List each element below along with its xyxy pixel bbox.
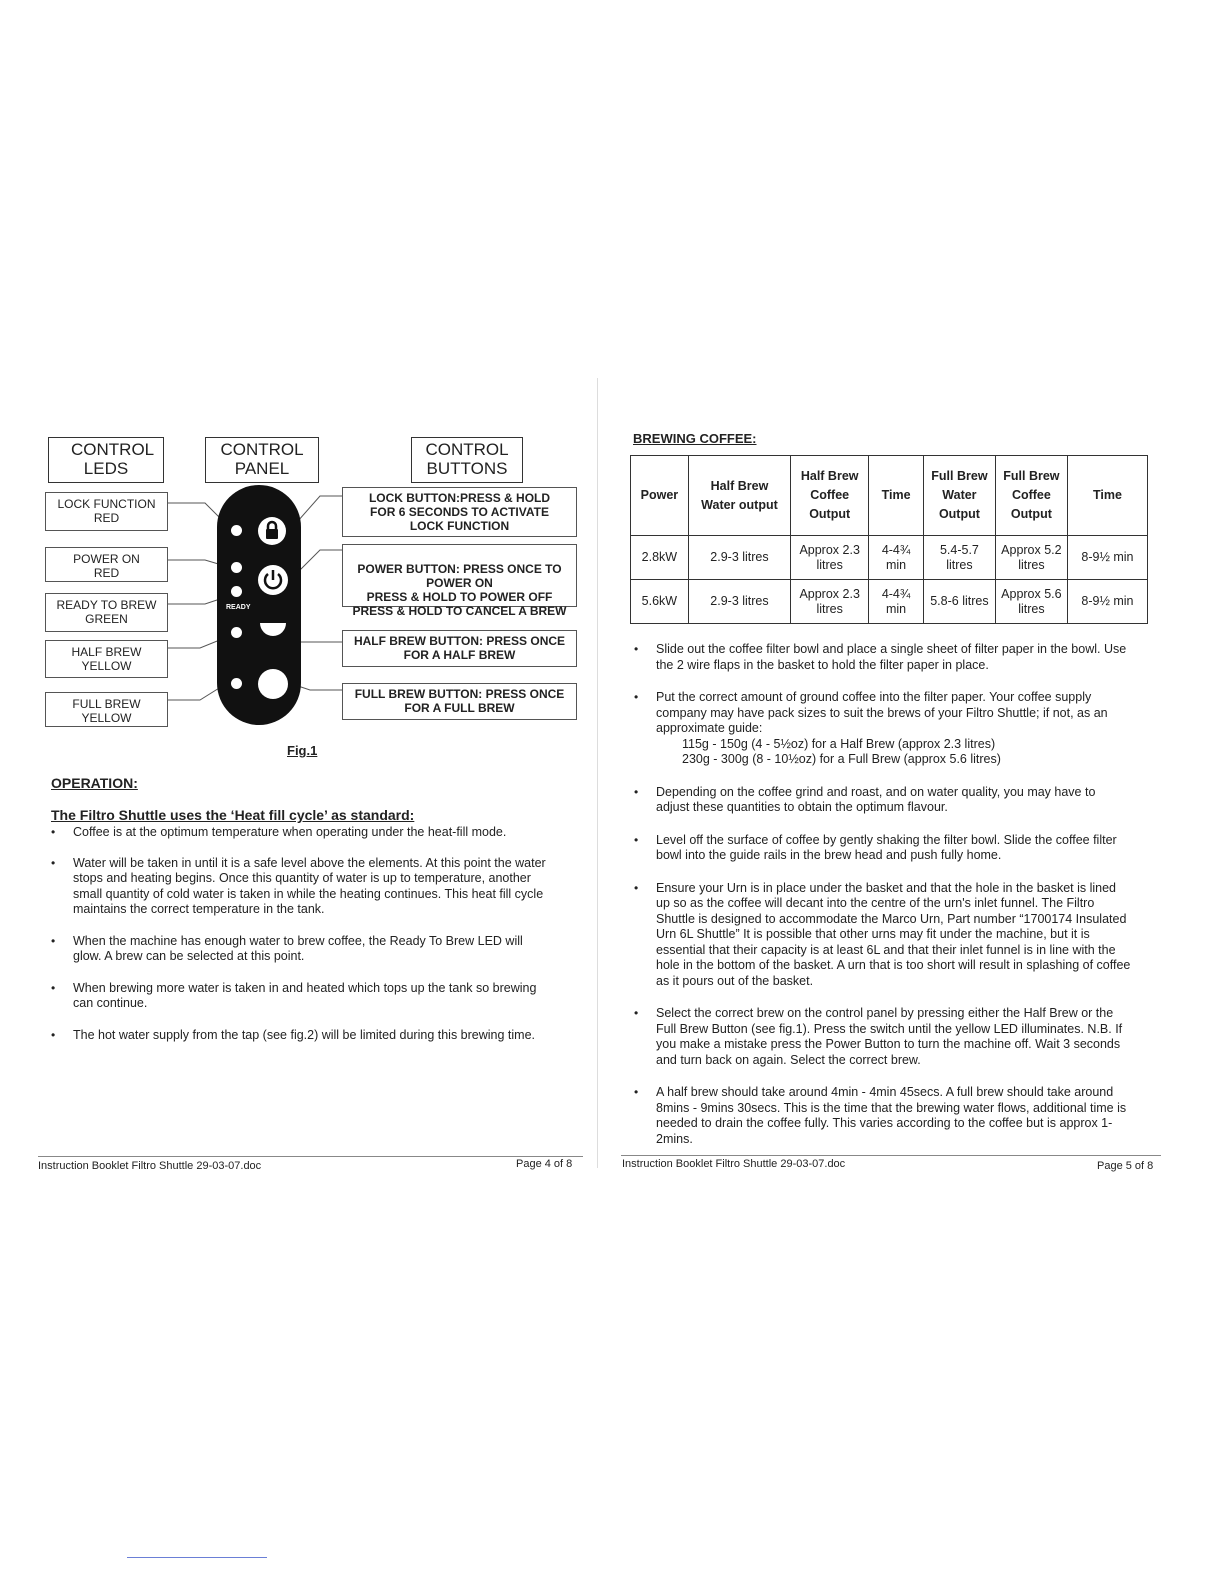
led-name: FULL BREW (72, 697, 141, 711)
full-brew-button-desc: FULL BREW BUTTON: PRESS ONCE FOR A FULL BREW (342, 683, 577, 720)
led-name: HALF BREW (71, 645, 142, 659)
table-cell: 8-9½ min (1067, 580, 1147, 624)
footer-doc-name: Instruction Booklet Filtro Shuttle 29-03-07.doc (38, 1160, 262, 1172)
led-color: YELLOW (81, 659, 132, 673)
led-color: RED (93, 566, 120, 580)
led-color: GREEN (85, 612, 128, 626)
footer-doc-name: Instruction Booklet Filtro Shuttle 29-03-07.doc (622, 1158, 846, 1170)
list-item: • Select the correct brew on the control panel by pressing either the Half Brew or the Full Brew Button (see fig.1). Press the switch until the yellow LED illuminates. N.B. If you make a mistake press the Power Button to turn the machine off. Wait 3 seconds and turn back on again. Select the correct brew. (632, 1006, 1132, 1068)
led-name: LOCK FUNCTION (57, 497, 156, 511)
led-name: POWER ON (73, 552, 140, 566)
list-item: • Slide out the coffee filter bowl and place a single sheet of filter paper in the bowl. Use the 2 wire flaps in the basket to hold the filter paper in place. (632, 642, 1132, 673)
table-cell: 2.8kW (631, 536, 689, 580)
control-panel-graphic (217, 485, 301, 725)
control-panel-header: CONTROL PANEL (205, 437, 319, 483)
table-cell: Approx 5.2 litres (995, 536, 1067, 580)
footer-page-number: Page 4 of 8 (516, 1158, 573, 1170)
table-header-row (631, 456, 1148, 536)
list-item: • The hot water supply from the tap (see fig.2) will be limited during this brewing time. (49, 1028, 554, 1044)
table-cell: 4-4¾ min (869, 580, 924, 624)
footer-rule (38, 1156, 583, 1157)
guide-half-brew: 115g - 150g (4 - 5½oz) for a Half Brew (approx 2.3 litres) (682, 736, 996, 751)
ready-label: READY (226, 604, 251, 611)
table-cell: 4-4¾ min (869, 536, 924, 580)
list-item: • Ensure your Urn is in place under the basket and that the hole in the basket is lined up so as the coffee will decant into the centre of the urn's inlet funnel. The Filtro Shuttle is designed to accommodate the Marco Urn, Part number “1700174 Insulated Urn 6L Shuttle” It is possible that other urns may fit under the machine, but it is essential that their capacity is at least 6L and that their inlet funnel is in line with the hole in the bottom of the basket. A urn that is too short will result in splashing of coffee as it pours out of the basket. (632, 881, 1132, 990)
scan-mark (127, 1557, 267, 1558)
lock-icon[interactable] (257, 516, 287, 546)
connector-line (295, 685, 342, 690)
led-name: READY TO BREW (56, 598, 157, 612)
operation-heading: OPERATION: (51, 775, 138, 791)
table-cell: Approx 5.6 litres (995, 580, 1067, 624)
list-item: • Depending on the coffee grind and roast, and on water quality, you may have to adjust these quantities to obtain the optimum flavour. (632, 785, 1132, 816)
control-leds-header: CONTROL LEDS (48, 437, 164, 483)
heat-fill-subheading: The Filtro Shuttle uses the ‘Heat fill cycle’ as standard: (51, 807, 415, 823)
power-icon[interactable] (257, 564, 289, 596)
power-button-desc: POWER BUTTON: PRESS ONCE TO POWER ON PRESS & HOLD TO POWER OFF PRESS & HOLD TO CANCEL A BREW (342, 544, 577, 607)
lock-led (231, 525, 242, 536)
half-brew-button-desc: HALF BREW BUTTON: PRESS ONCE FOR A HALF BREW (342, 630, 577, 667)
table-cell: 5.6kW (631, 580, 689, 624)
column-header: Full Brew Water Output (923, 456, 995, 536)
control-buttons-header: CONTROL BUTTONS (411, 437, 523, 483)
table-cell: 2.9-3 litres (688, 536, 790, 580)
column-header: Power (631, 456, 689, 536)
table-row (631, 536, 1148, 580)
led-color: RED (93, 511, 120, 525)
list-item (632, 690, 1132, 768)
table-cell: 5.4-5.7 litres (923, 536, 995, 580)
brewing-coffee-heading: BREWING COFFEE: (633, 431, 757, 446)
table-cell: 5.8-6 litres (923, 580, 995, 624)
column-header: Half Brew Water output (688, 456, 790, 536)
table-cell: Approx 2.3 litres (791, 536, 869, 580)
footer-rule (621, 1155, 1161, 1156)
list-item: • When brewing more water is taken in and heated which tops up the tank so brewing can continue. (49, 981, 554, 1012)
list-item: • When the machine has enough water to brew coffee, the Ready To Brew LED will glow. A brew can be selected at this point. (49, 934, 554, 965)
list-item: • A half brew should take around 4min - 4min 45secs. A full brew should take around 8mins - 9mins 30secs. This is the time that the brewing water flows, additional time is needed to drain the coffee fully. This varies according to the coffee but is approx 1-2mins. (632, 1085, 1132, 1147)
brewing-bullets (632, 642, 1132, 1147)
column-header: Half Brew Coffee Output (791, 456, 869, 536)
power-led (231, 562, 242, 573)
full-brew-icon[interactable] (257, 668, 289, 700)
list-item: • Coffee is at the optimum temperature when operating under the heat-fill mode. (49, 825, 554, 841)
table-cell: Approx 2.3 litres (791, 580, 869, 624)
column-header: Time (869, 456, 924, 536)
column-header: Full Brew Coffee Output (995, 456, 1067, 536)
connector-line (295, 550, 342, 575)
footer-page-number: Page 5 of 8 (1097, 1160, 1154, 1172)
list-item-text: Put the correct amount of ground coffee into the filter paper. Your coffee supply company may have pack sizes to suit the brews of your Filtro Shuttle; if not, as an approximate guide: (656, 690, 1108, 735)
guide-full-brew: 230g - 300g (8 - 10½oz) for a Full Brew (approx 5.6 litres) (682, 752, 1001, 766)
list-item: • Level off the surface of coffee by gently shaking the filter bowl. Slide the coffee filter bowl into the guide rails in the brew head and push fully home. (632, 833, 1132, 864)
page-divider (597, 378, 598, 1168)
brew-table (630, 455, 1148, 624)
table-row (631, 580, 1148, 624)
lock-button-desc: LOCK BUTTON:PRESS & HOLD FOR 6 SECONDS TO ACTIVATE LOCK FUNCTION (342, 487, 577, 537)
column-header: Time (1067, 456, 1147, 536)
figure-caption: Fig.1 (287, 743, 318, 758)
table-cell: 2.9-3 litres (688, 580, 790, 624)
operation-bullets (49, 825, 554, 1043)
ready-led (231, 586, 242, 597)
full-brew-led (231, 678, 242, 689)
led-color: YELLOW (81, 711, 132, 725)
half-brew-icon[interactable] (259, 615, 287, 643)
half-brew-led (231, 627, 242, 638)
list-item: • Water will be taken in until it is a safe level above the elements. At this point the water stops and heating begins. Once this quantity of water is up to temperature, another small quantity of cold water is taken in while the heating continues. This heat fill cycle maintains the correct temperature in the tank. (49, 856, 554, 918)
table-cell: 8-9½ min (1067, 536, 1147, 580)
